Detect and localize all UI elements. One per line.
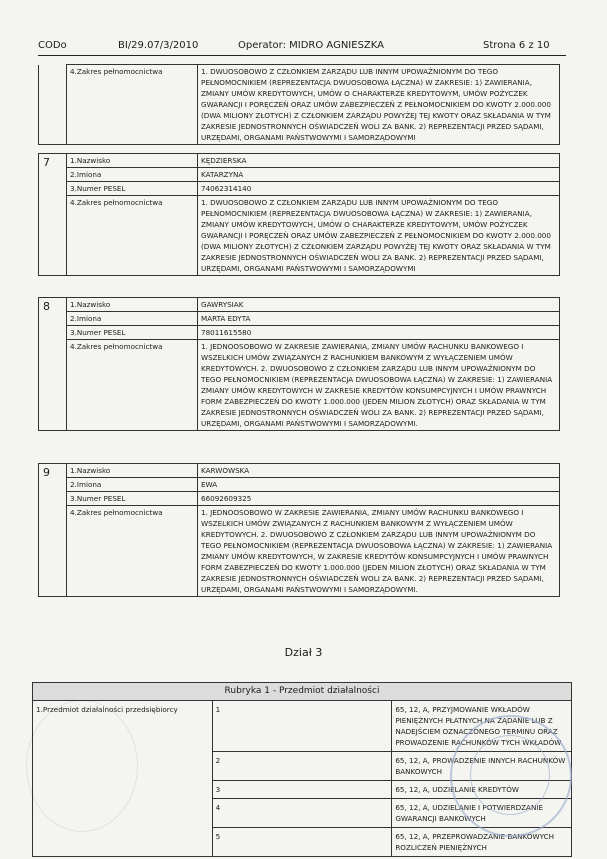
header-divider <box>38 55 566 56</box>
header-doc-id: BI/29.07/3/2010 <box>118 40 199 51</box>
field-value-nazwisko: KĘDZIERSKA <box>198 154 560 168</box>
entry-continuation <box>38 64 560 145</box>
table-row <box>39 464 560 478</box>
field-value-imiona: KATARZYNA <box>198 168 560 182</box>
field-value-nazwisko: GAWRYSIAK <box>198 298 560 312</box>
field-label-imiona: 2.Imiona <box>67 168 198 182</box>
field-value-imiona: EWA <box>198 478 560 492</box>
field-label-zakres: 4.Zakres pełnomocnictwa <box>67 65 198 145</box>
entry-8 <box>38 297 560 431</box>
table-row <box>39 478 560 492</box>
field-value-zakres: 1. DWUOSOBOWO Z CZŁONKIEM ZARZĄDU LUB INNYM UPOWAŻNIONYM DO TEGO PEŁNOMOCNIKIEM (REPREZENTACJA DWUOSOBOWA ŁĄCZNA) W ZAKRESIE: 1) ZAWIERANIA, ZMIANY UMÓW KREDYTOWYCH, UMÓW O CHARAKTERZE KREDYTOWYM, UMÓW POŻYCZEK GWARANCJI I PORĘCZEŃ ORAZ UMÓW ZABEZPIECZEŃ Z PEŁNOMOCNIKIEM DO KWOTY 2.000.000 (DWA MILIONY ZŁOTYCH) Z CZŁONKIEM ZARZĄDU POWYŻEJ TEJ KWOTY ORAZ SKŁADANIA W TYM ZAKRESIE JEDNOSTRONNYCH OŚWIADCZEŃ WOLI ZA BANK. 2) REPREZENTACJI PRZED SĄDAMI, URZĘDAMI, ORGANAMI PAŃSTWOWYMI I SAMORZĄDOWYMI <box>198 196 560 276</box>
entry-number: 8 <box>39 298 67 431</box>
field-label-nazwisko: 1.Nazwisko <box>67 298 198 312</box>
field-value-zakres: 1. JEDNOOSOBOWO W ZAKRESIE ZAWIERANIA, ZMIANY UMÓW RACHUNKU BANKOWEGO I WSZELKICH UMÓW ZWIĄZANYCH Z RACHUNKIEM BANKOWYM Z WYŁĄCZENIEM UMÓW KREDYTOWYCH. 2. DWUOSOBOWO Z CZŁONKIEM ZARZĄDU LUB INNYM UPOWAŻNIONYM DO TEGO PEŁNOMOCNIKIEM (REPREZENTACJA DWUOSOBOWA ŁĄCZNA) W ZAKRESIE: 1) ZAWIERANIA ZMIANY UMÓW KREDYTOWYCH W ZAKRESIE KREDYTÓW KONSUMPCYJNYCH I UMÓW PRAWNYCH FORM ZABEZPIECZEŃ DO KWOTY 1.000.000 (JEDEN MILION ZŁOTYCH) ORAZ SKŁADANIA W TYM ZAKRESIE JEDNOSTRONNYCH OŚWIADCZEŃ WOLI ZA BANK. 2) REPREZENTACJI PRZED SĄDAMI, URZĘDAMI, ORGANAMI PAŃSTWOWYMI I SAMORZĄDOWYMI. <box>198 340 560 431</box>
item-number: 2 <box>212 752 392 781</box>
item-number: 4 <box>212 799 392 828</box>
table-row <box>39 312 560 326</box>
table-row <box>33 683 572 701</box>
field-label-zakres: 4.Zakres pełnomocnictwa <box>67 340 198 431</box>
field-label-pesel: 3.Numer PESEL <box>67 492 198 506</box>
field-value-nazwisko: KARWOWSKA <box>198 464 560 478</box>
official-stamp <box>450 715 572 837</box>
section-title: Dział 3 <box>284 646 323 659</box>
rubryka-label: 1.Przedmiot działalności przedsiębiorcy <box>33 701 213 857</box>
entry-number: 7 <box>39 154 67 276</box>
table-row <box>39 492 560 506</box>
item-text: 65, 12, A, PRZYJMOWANIE WKŁADÓW PIENIĘŻNYCH PŁATNYCH NA ŻĄDANIE LUB Z NADEJŚCIEM OZNACZONEGO TERMINU ORAZ PROWADZENIE RACHUNKÓW TYCH WKŁADÓW <box>392 701 572 752</box>
item-number: 3 <box>212 781 392 799</box>
entry-7 <box>38 153 560 276</box>
page-header <box>38 38 566 54</box>
field-label-imiona: 2.Imiona <box>67 478 198 492</box>
field-label-pesel: 3.Numer PESEL <box>67 326 198 340</box>
table-row <box>39 154 560 168</box>
field-label-nazwisko: 1.Nazwisko <box>67 154 198 168</box>
table-row <box>39 182 560 196</box>
field-value-zakres: 1. JEDNOOSOBOWO W ZAKRESIE ZAWIERANIA, ZMIANY UMÓW RACHUNKU BANKOWEGO I WSZELKICH UMÓW ZWIĄZANYCH Z RACHUNKIEM BANKOWYM Z WYŁĄCZENIEM UMÓW KREDYTOWYCH. 2. DWUOSOBOWO Z CZŁONKIEM ZARZĄDU LUB INNYM UPOWAŻNIONYM DO TEGO PEŁNOMOCNIKIEM (REPREZENTACJA DWUOSOBOWA ŁĄCZNA) W ZAKRESIE: 1) ZAWIERANIA ZMIANY UMÓW KREDYTOWYCH, W ZAKRESIE KREDYTÓW KONSUMPCYJNYCH I UMÓW PRAWNYCH FORM ZABEZPIECZEŃ DO KWOTY 1.000.000 (JEDEN MILION ZŁOTYCH) ORAZ SKŁADANIA W TYM ZAKRESIE JEDNOSTRONNYCH OŚWIADCZEŃ WOLI ZA BANK. 2) REPREZENTACJI PRZED SĄDAMI, URZĘDAMI, ORGANAMI PAŃSTWOWYMI I SAMORZĄDOWYMI. <box>198 506 560 597</box>
field-value-pesel: 78011615580 <box>198 326 560 340</box>
table-row <box>39 340 560 431</box>
table-row <box>39 168 560 182</box>
item-text: 65, 12, A, UDZIELANIE KREDYTÓW <box>392 781 572 799</box>
field-label-pesel: 3.Numer PESEL <box>67 182 198 196</box>
table-row <box>39 298 560 312</box>
item-text: 65, 12, A, PROWADZENIE INNYCH RACHUNKÓW BANKOWYCH <box>392 752 572 781</box>
entry-number: 9 <box>39 464 67 597</box>
field-value-imiona: MARTA EDYTA <box>198 312 560 326</box>
rubryka-heading: Rubryka 1 - Przedmiot działalności <box>33 683 572 701</box>
header-page-number: Strona 6 z 10 <box>483 40 550 51</box>
field-value-zakres: 1. DWUOSOBOWO Z CZŁONKIEM ZARZĄDU LUB INNYM UPOWAŻNIONYM DO TEGO PEŁNOMOCNIKIEM (REPREZENTACJA DWUOSOBOWA ŁĄCZNA) W ZAKRESIE: 1) ZAWIERANIA, ZMIANY UMÓW KREDYTOWYCH, UMÓW O CHARAKTERZE KREDYTOWYM, UMÓW POŻYCZEK GWARANCJI I PORĘCZEŃ ORAZ UMÓW ZABEZPIECZEŃ Z PEŁNOMOCNIKIEM DO KWOTY 2.000.000 (DWA MILIONY ZŁOTYCH) Z CZŁONKIEM ZARZĄDU POWYŻEJ TEJ KWOTY ORAZ SKŁADANIA W TYM ZAKRESIE JEDNOSTRONNYCH OŚWIADCZEŃ WOLI ZA BANK. 2) REPREZENTACJI PRZED SĄDAMI, URZĘDAMI, ORGANAMI PAŃSTWOWYMI I SAMORZĄDOWYMI <box>198 65 560 145</box>
field-label-zakres: 4.Zakres pełnomocnictwa <box>67 506 198 597</box>
field-label-zakres: 4.Zakres pełnomocnictwa <box>67 196 198 276</box>
entry-9 <box>38 463 560 597</box>
field-value-pesel: 66092609325 <box>198 492 560 506</box>
table-row <box>39 196 560 276</box>
table-row <box>39 506 560 597</box>
item-text: 65, 12, A, UDZIELANIE I POTWIERDZANIE GWARANCJI BANKOWYCH <box>392 799 572 828</box>
field-label-nazwisko: 1.Nazwisko <box>67 464 198 478</box>
item-text: 65, 12, A, PRZEPROWADZANIE BANKOWYCH ROZLICZEŃ PIENIĘŻNYCH <box>392 828 572 857</box>
header-operator: Operator: MIDRO AGNIESZKA <box>238 40 384 51</box>
table-row <box>39 326 560 340</box>
header-code: CODo <box>38 40 67 51</box>
item-number: 1 <box>212 701 392 752</box>
field-value-pesel: 74062314140 <box>198 182 560 196</box>
table-row <box>39 65 560 145</box>
field-label-imiona: 2.Imiona <box>67 312 198 326</box>
item-number: 5 <box>212 828 392 857</box>
entry-number-empty <box>39 65 67 145</box>
